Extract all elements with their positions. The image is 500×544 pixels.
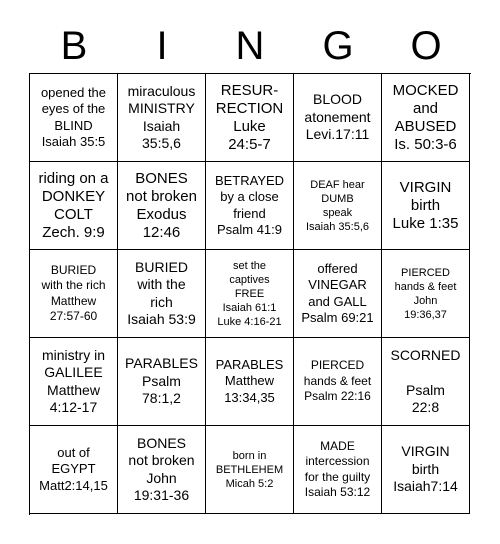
cell-text: BONES not broken John 19:31-36	[128, 434, 195, 503]
header-letter-i: I	[156, 24, 168, 68]
cell-text: RESUR- RECTION Luke 24:5-7	[215, 81, 284, 153]
cell-text: MADE intercession for the guilty Isaiah 53:12	[304, 438, 371, 499]
bingo-cell-r3-c4[interactable]	[294, 250, 382, 338]
bingo-cell-r2-c2[interactable]	[118, 162, 206, 250]
cell-text: BONES not broken Exodus 12:46	[126, 169, 197, 241]
cell-text: VIRGIN birth Isaiah7:14	[393, 443, 458, 495]
bingo-card-grid	[29, 73, 471, 515]
bingo-cell-r2-c5[interactable]	[382, 162, 470, 250]
bingo-cell-r5-c3[interactable]	[206, 426, 294, 514]
header-letter-g: G	[322, 24, 354, 68]
bingo-cell-r1-c4[interactable]	[294, 74, 382, 162]
cell-text: MOCKED and ABUSED Is. 50:3-6	[392, 81, 459, 153]
header-letter-o: O	[410, 24, 442, 68]
cell-text: offered VINEGAR and GALL Psalm 69:21	[301, 260, 374, 325]
cell-text: PIERCED hands & feet Psalm 22:16	[303, 358, 372, 404]
bingo-cell-r3-c3[interactable]	[206, 250, 294, 338]
cell-text: opened the eyes of the BLIND Isaiah 35:5	[40, 84, 107, 149]
cell-text: BETRAYED by a close friend Psalm 41:9	[214, 172, 285, 237]
bingo-cell-r2-c3[interactable]	[206, 162, 294, 250]
cell-text: out of EGYPT Matt2:14,15	[39, 444, 108, 493]
cell-text: ministry in GALILEE Matthew 4:12-17	[41, 346, 105, 415]
bingo-cell-r3-c5[interactable]	[382, 250, 470, 338]
bingo-cell-r5-c5[interactable]	[382, 426, 470, 514]
bingo-cell-r5-c4[interactable]	[294, 426, 382, 514]
header-letter-n: N	[235, 24, 265, 68]
bingo-cell-r1-c5[interactable]	[382, 74, 470, 162]
bingo-cell-r3-c2[interactable]	[118, 250, 206, 338]
bingo-cell-r4-c1[interactable]	[30, 338, 118, 426]
bingo-cell-r4-c2[interactable]	[118, 338, 206, 426]
bingo-cell-r5-c1[interactable]	[30, 426, 118, 514]
header-letter-b: B	[60, 24, 88, 68]
bingo-cell-r4-c3[interactable]	[206, 338, 294, 426]
cell-text: VIRGIN birth Luke 1:35	[392, 178, 459, 232]
cell-text: set the captives FREE Isaiah 61:1 Luke 4:16-21	[217, 259, 282, 328]
cell-text: PARABLES Psalm 78:1,2	[125, 355, 198, 407]
bingo-cell-r3-c1[interactable]	[30, 250, 118, 338]
bingo-cell-r2-c4[interactable]	[294, 162, 382, 250]
bingo-cell-r1-c2[interactable]	[118, 74, 206, 162]
cell-text: SCORNED Psalm 22:8	[390, 346, 461, 415]
bingo-header	[30, 20, 470, 72]
cell-text: DEAF hear DUMB speak Isaiah 35:5,6	[306, 178, 369, 233]
cell-text: riding on a DONKEY COLT Zech. 9:9	[38, 169, 109, 241]
cell-text: born in BETHLEHEM Micah 5:2	[215, 449, 284, 490]
cell-text: BURIED with the rich Isaiah 53:9	[127, 258, 196, 327]
cell-text: BLOOD atonement Levi.17:11	[304, 91, 371, 143]
bingo-cell-r1-c3[interactable]	[206, 74, 294, 162]
cell-text: PIERCED hands & feet John 19:36,37	[394, 266, 457, 321]
bingo-cell-r1-c1[interactable]	[30, 74, 118, 162]
cell-text: BURIED with the rich Matthew 27:57-60	[41, 262, 106, 323]
bingo-cell-r5-c2[interactable]	[118, 426, 206, 514]
cell-text: miraculous MINISTRY Isaiah 35:5,6	[127, 82, 196, 151]
cell-text: PARABLES Matthew 13:34,35	[215, 356, 284, 405]
bingo-cell-r4-c5[interactable]	[382, 338, 470, 426]
bingo-cell-r4-c4[interactable]	[294, 338, 382, 426]
bingo-cell-r2-c1[interactable]	[30, 162, 118, 250]
